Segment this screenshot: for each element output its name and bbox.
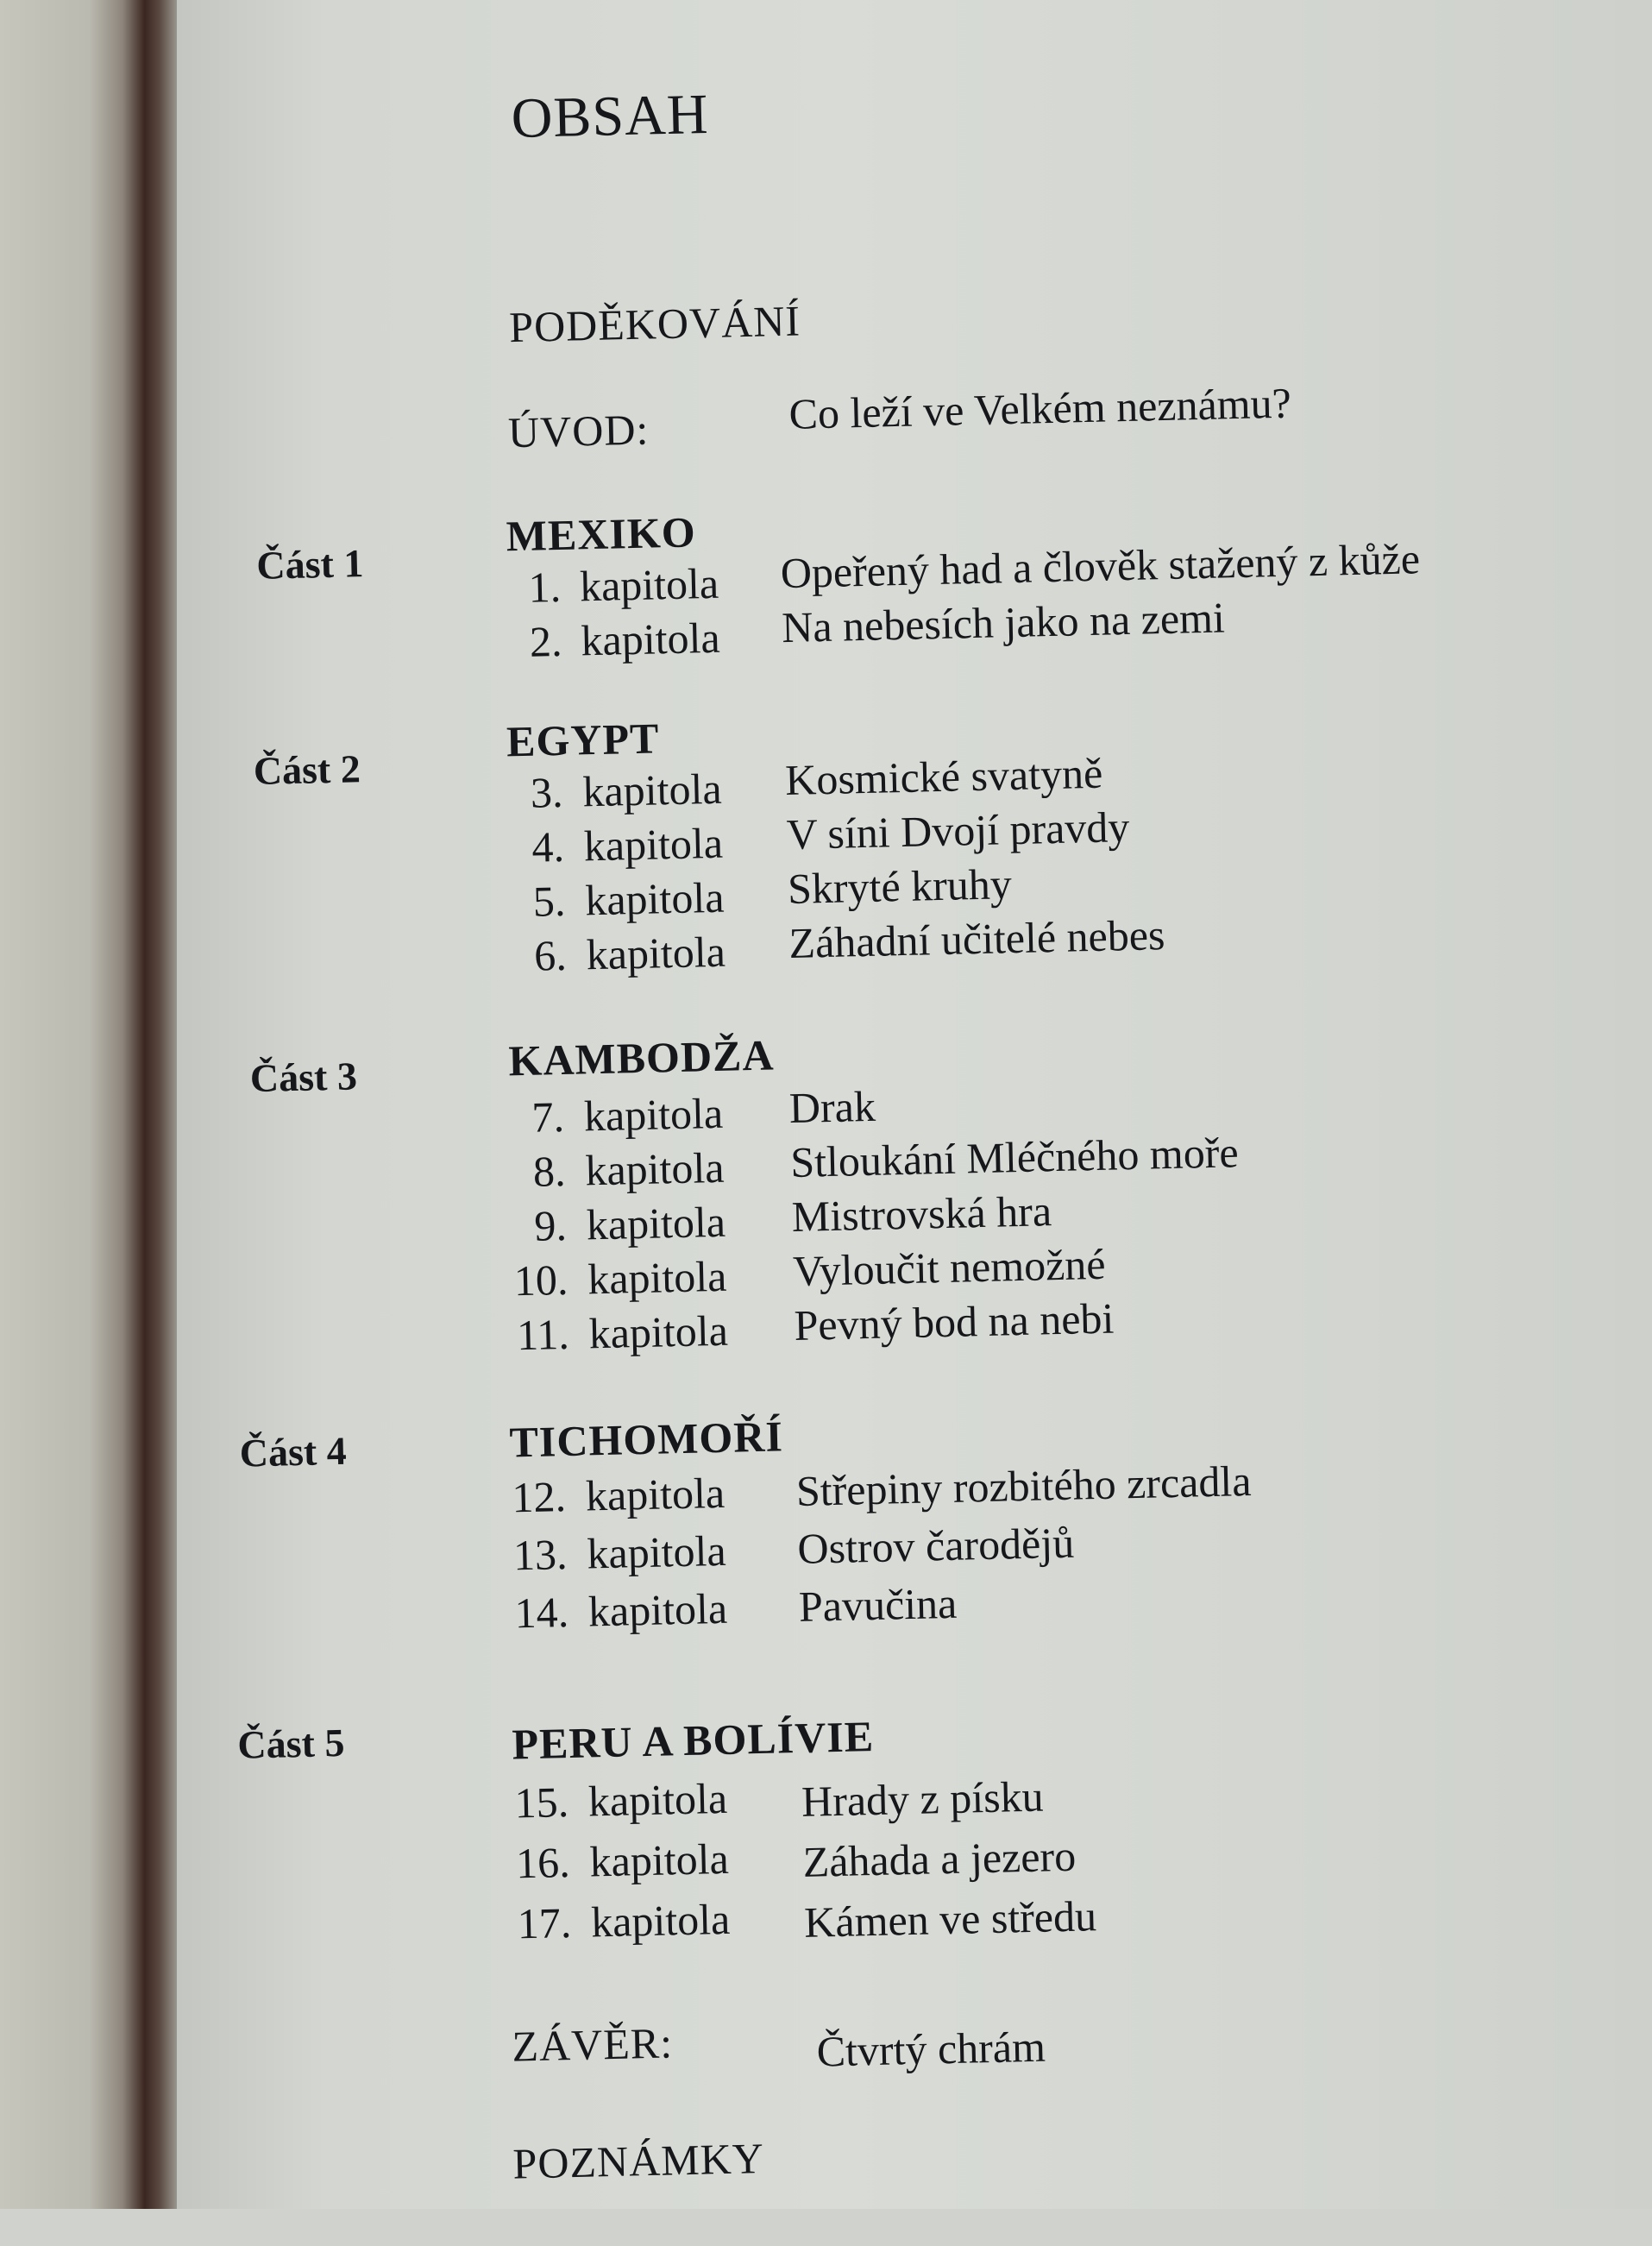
chapter-title: Záhada a jezero (802, 1831, 1077, 1886)
chapter-number: 6. (533, 930, 568, 980)
chapter-number: 2. (529, 616, 563, 666)
chapter-title: Na nebesích jako na zemi (781, 593, 1226, 652)
acknowledgements-heading: PODĚKOVÁNÍ (508, 296, 801, 352)
chapter-number: 17. (517, 1898, 572, 1948)
part-label: Část 3 (249, 1054, 358, 1101)
chapter-title: Pevný bod na nebi (793, 1293, 1115, 1349)
page-title: OBSAH (510, 82, 710, 151)
part-name: TICHOMOŘÍ (508, 1412, 784, 1467)
chapter-word: kapitola (588, 1305, 729, 1358)
chapter-word: kapitola (580, 613, 721, 665)
chapter-title: Kosmické svatyně (784, 748, 1103, 805)
chapter-title: Opeřený had a člověk stažený z kůže (780, 534, 1421, 598)
part-name: EGYPT (506, 714, 660, 766)
chapter-word: kapitola (586, 1526, 727, 1578)
chapter-number: 15. (513, 1777, 569, 1828)
conclusion-text: Čtvrtý chrám (816, 2022, 1046, 2076)
chapter-number: 3. (530, 767, 564, 817)
part-label: Část 1 (255, 541, 364, 588)
chapter-word: kapitola (579, 558, 719, 611)
chapter-word: kapitola (588, 1834, 730, 1886)
chapter-number: 9. (533, 1200, 568, 1250)
chapter-title: Ostrov čarodějů (796, 1518, 1075, 1573)
chapter-word: kapitola (584, 872, 725, 925)
chapter-title: V síni Dvojí pravdy (786, 802, 1130, 859)
chapter-number: 16. (515, 1838, 571, 1888)
intro-label: ÚVOD: (507, 405, 650, 457)
chapter-word: kapitola (586, 927, 726, 979)
chapter-word: kapitola (587, 1251, 727, 1304)
chapter-title: Hrady z písku (801, 1771, 1045, 1826)
chapter-number: 10. (513, 1255, 568, 1305)
chapter-number: 14. (513, 1587, 569, 1638)
chapter-number: 11. (516, 1309, 570, 1360)
chapter-title: Drak (788, 1081, 876, 1133)
chapter-number: 8. (532, 1146, 567, 1196)
chapter-word: kapitola (584, 1142, 725, 1195)
intro-text: Co leží ve Velkém neznámu? (788, 378, 1292, 438)
chapter-title: Skryté kruhy (787, 859, 1013, 913)
chapter-word: kapitola (585, 1468, 725, 1520)
part-name: KAMBODŽA (507, 1030, 776, 1085)
chapter-word: kapitola (587, 1583, 728, 1636)
chapter-number: 12. (511, 1472, 567, 1522)
chapter-title: Záhadní učitelé nebes (788, 910, 1165, 967)
chapter-number: 7. (531, 1092, 565, 1142)
chapter-title: Vyloučit nemožné (792, 1239, 1107, 1295)
chapter-title: Kámen ve středu (803, 1891, 1097, 1947)
chapter-title: Střepiny rozbitého zrcadla (795, 1456, 1253, 1515)
chapter-word: kapitola (583, 1088, 724, 1141)
chapter-number: 13. (512, 1529, 568, 1580)
chapter-title: Mistrovská hra (791, 1186, 1052, 1241)
chapter-number: 1. (527, 562, 562, 612)
part-name: PERU A BOLÍVIE (511, 1711, 875, 1769)
chapter-word: kapitola (581, 764, 723, 816)
part-label: Část 2 (253, 746, 361, 794)
chapter-word: kapitola (587, 1773, 728, 1826)
conclusion-label: ZÁVĚR: (511, 2018, 674, 2071)
chapter-word: kapitola (583, 818, 724, 871)
part-label: Část 5 (236, 1720, 345, 1767)
chapter-word: kapitola (590, 1894, 731, 1947)
part-label: Část 4 (239, 1428, 348, 1475)
notes-heading: POZNÁMKY (512, 2134, 765, 2188)
part-name: MEXIKO (506, 507, 697, 561)
chapter-word: kapitola (586, 1197, 726, 1249)
chapter-title: Pavučina (798, 1578, 958, 1631)
chapter-number: 4. (531, 821, 565, 871)
chapter-title: Stloukání Mléčného moře (789, 1128, 1240, 1186)
chapter-number: 5. (532, 876, 566, 926)
